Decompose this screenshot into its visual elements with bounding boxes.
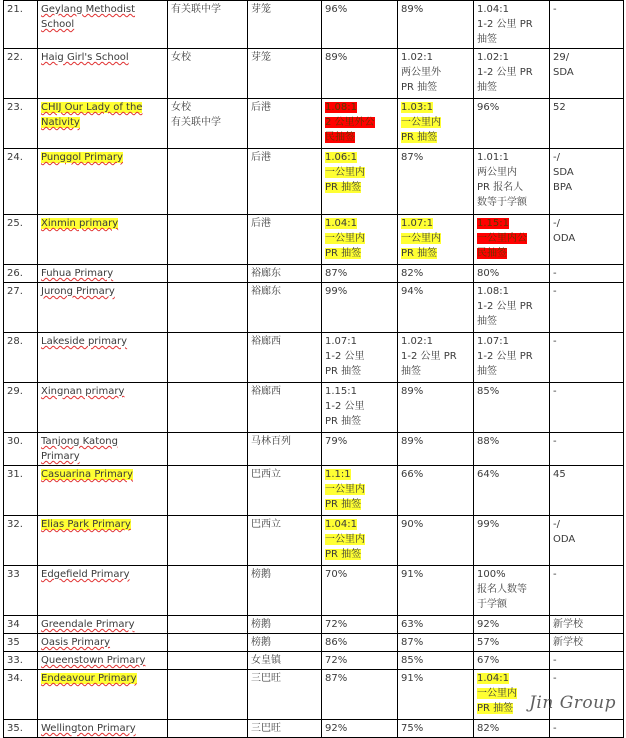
stat-col-1: 87% [325, 268, 348, 279]
table-row [4, 433, 624, 466]
stat-col-2: 89% [401, 386, 424, 397]
note: 52 [553, 102, 566, 113]
row-number: 24. [7, 152, 23, 163]
stat-col-3-cell [474, 215, 550, 265]
school-type-cell [168, 215, 248, 265]
area: 裕廊西 [251, 386, 281, 397]
school-name-cell [38, 616, 168, 634]
row-number: 33. [7, 655, 23, 666]
note-cell [550, 634, 624, 652]
school-name-cell [38, 433, 168, 466]
stat-col-2-cell [398, 516, 474, 566]
stat-col-2-cell [398, 383, 474, 433]
stat-col-1-cell [322, 149, 398, 215]
row-number-cell [4, 566, 38, 616]
area-cell [248, 383, 322, 433]
note-cell [550, 566, 624, 616]
stat-col-2: 63% [401, 619, 424, 630]
school-name: Greendale Primary [41, 619, 135, 630]
school-name: Tanjong Katong Primary [41, 436, 118, 462]
stat-col-1-cell [322, 265, 398, 283]
stat-col-1-cell [322, 99, 398, 149]
school-name: Xinmin primary [41, 218, 119, 229]
stat-col-2: 94% [401, 286, 424, 297]
stat-col-3-cell [474, 383, 550, 433]
stat-col-1: 86% [325, 637, 348, 648]
school-type: 女校 有关联中学 [171, 102, 221, 128]
area: 芽笼 [251, 4, 271, 15]
area: 女皇镇 [251, 655, 281, 666]
school-type-cell [168, 466, 248, 516]
stat-col-3: 80% [477, 268, 500, 279]
stat-col-1-cell [322, 433, 398, 466]
stat-col-1-cell [322, 566, 398, 616]
school-type-cell [168, 433, 248, 466]
school-name-cell [38, 149, 168, 215]
area: 榜鹅 [251, 569, 271, 580]
school-type-cell [168, 634, 248, 652]
area: 榜鹅 [251, 619, 271, 630]
row-number: 33 [7, 569, 20, 580]
row-number-cell [4, 149, 38, 215]
stat-col-2-cell [398, 652, 474, 670]
area: 后港 [251, 152, 271, 163]
note: -/ ODA [553, 218, 576, 244]
stat-col-1: 1.04:1 一公里内 PR 抽签 [325, 519, 365, 560]
school-type-cell [168, 49, 248, 99]
stat-col-1: 96% [325, 4, 348, 15]
row-number: 35. [7, 723, 23, 734]
stat-col-1-cell [322, 49, 398, 99]
school-table [3, 0, 624, 738]
table-row [4, 215, 624, 265]
stat-col-3: 1.02:1 1-2 公里 PR 抽签 [477, 52, 533, 93]
table-row [4, 265, 624, 283]
school-type-cell [168, 1, 248, 49]
row-number: 25. [7, 218, 23, 229]
area-cell [248, 652, 322, 670]
stat-col-3: 1.07:1 1-2 公里 PR 抽签 [477, 336, 533, 377]
stat-col-1: 1.1:1 一公里内 PR 抽签 [325, 469, 365, 510]
stat-col-1: 1.07:1 1-2 公里 PR 抽签 [325, 336, 365, 377]
stat-col-1-cell [322, 333, 398, 383]
row-number-cell [4, 720, 38, 738]
stat-col-2-cell [398, 433, 474, 466]
school-name: Endeavour Primary [41, 673, 137, 684]
school-name: Elias Park Primary [41, 519, 131, 530]
stat-col-1-cell [322, 670, 398, 720]
stat-col-3: 82% [477, 723, 500, 734]
area-cell [248, 333, 322, 383]
note: - [553, 673, 557, 684]
area-cell [248, 616, 322, 634]
row-number-cell [4, 333, 38, 383]
stat-col-1: 89% [325, 52, 348, 63]
stat-col-1: 72% [325, 619, 348, 630]
note: - [553, 569, 557, 580]
stat-col-1-cell [322, 720, 398, 738]
row-number: 35 [7, 637, 20, 648]
area-cell [248, 720, 322, 738]
stat-col-2-cell [398, 566, 474, 616]
stat-col-2: 82% [401, 268, 424, 279]
area: 马林百列 [251, 436, 291, 447]
stat-col-3: 1.08:1 1-2 公里 PR 抽签 [477, 286, 533, 327]
stat-col-2: 91% [401, 569, 424, 580]
stat-col-2: 91% [401, 673, 424, 684]
table-row [4, 383, 624, 433]
stat-col-3: 1.15:1 一公里内公 民抽签 [477, 218, 527, 259]
stat-col-1-cell [322, 634, 398, 652]
school-name: Punggol Primary [41, 152, 123, 163]
stat-col-3: 1.04:1 1-2 公里 PR 抽签 [477, 4, 533, 45]
note-cell [550, 333, 624, 383]
table-row [4, 652, 624, 670]
stat-col-1: 1.04:1 一公里内 PR 抽签 [325, 218, 365, 259]
row-number-cell [4, 652, 38, 670]
school-name-cell [38, 49, 168, 99]
school-name: Queenstown Primary [41, 655, 146, 666]
note-cell [550, 616, 624, 634]
note: - [553, 336, 557, 347]
stat-col-2-cell [398, 720, 474, 738]
row-number-cell [4, 283, 38, 333]
school-name-cell [38, 215, 168, 265]
row-number-cell [4, 516, 38, 566]
row-number-cell [4, 265, 38, 283]
row-number: 23. [7, 102, 23, 113]
stat-col-2: 1.03:1 一公里内 PR 抽签 [401, 102, 441, 143]
school-name: Xingnan primary [41, 386, 125, 397]
school-name-cell [38, 333, 168, 383]
note: -/ SDA BPA [553, 152, 574, 193]
stat-col-2: 87% [401, 637, 424, 648]
stat-col-2-cell [398, 616, 474, 634]
school-type-cell [168, 652, 248, 670]
note-cell [550, 99, 624, 149]
stat-col-2: 75% [401, 723, 424, 734]
table-row [4, 566, 624, 616]
note-cell [550, 149, 624, 215]
area: 裕廊东 [251, 268, 281, 279]
note-cell [550, 652, 624, 670]
stat-col-3: 67% [477, 655, 500, 666]
school-name-cell [38, 283, 168, 333]
area: 裕廊西 [251, 336, 281, 347]
note: - [553, 723, 557, 734]
note-cell [550, 466, 624, 516]
area-cell [248, 670, 322, 720]
stat-col-3: 99% [477, 519, 500, 530]
school-name: Haig Girl's School [41, 52, 129, 63]
table-row [4, 283, 624, 333]
area: 巴西立 [251, 469, 281, 480]
stat-col-3: 1.04:1 一公里内 PR 抽签 [477, 673, 517, 714]
school-name-cell [38, 99, 168, 149]
row-number-cell [4, 433, 38, 466]
school-type-cell [168, 516, 248, 566]
note: - [553, 386, 557, 397]
area-cell [248, 566, 322, 616]
stat-col-3: 96% [477, 102, 500, 113]
area-cell [248, 99, 322, 149]
note-cell [550, 1, 624, 49]
note-cell [550, 49, 624, 99]
area-cell [248, 49, 322, 99]
row-number: 32. [7, 519, 23, 530]
note: 29/ SDA [553, 52, 574, 78]
stat-col-3-cell [474, 720, 550, 738]
row-number-cell [4, 616, 38, 634]
school-name: Lakeside primary [41, 336, 128, 347]
school-type-cell [168, 383, 248, 433]
note-cell [550, 215, 624, 265]
note-cell [550, 720, 624, 738]
area: 榜鹅 [251, 637, 271, 648]
area-cell [248, 466, 322, 516]
stat-col-3: 1.01:1 两公里内 PR 报名人 数等于学额 [477, 152, 527, 208]
area-cell [248, 433, 322, 466]
stat-col-1: 72% [325, 655, 348, 666]
table-row [4, 333, 624, 383]
school-name-cell [38, 652, 168, 670]
stat-col-3-cell [474, 283, 550, 333]
stat-col-1-cell [322, 283, 398, 333]
stat-col-1: 1.15:1 1-2 公里 PR 抽签 [325, 386, 365, 427]
school-name: Edgefield Primary [41, 569, 130, 580]
stat-col-2-cell [398, 283, 474, 333]
note: -/ ODA [553, 519, 576, 545]
stat-col-1-cell [322, 516, 398, 566]
stat-col-2: 1.07:1 一公里内 PR 抽签 [401, 218, 441, 259]
row-number: 34. [7, 673, 23, 684]
school-name: Jurong Primary [41, 286, 115, 297]
row-number: 29. [7, 386, 23, 397]
area: 三巴旺 [251, 723, 281, 734]
school-name: CHIJ Our Lady of the Nativity [41, 102, 143, 128]
note-cell [550, 383, 624, 433]
stat-col-1: 79% [325, 436, 348, 447]
stat-col-3-cell [474, 1, 550, 49]
row-number: 27. [7, 286, 23, 297]
stat-col-1-cell [322, 215, 398, 265]
school-type-cell [168, 99, 248, 149]
row-number-cell [4, 215, 38, 265]
stat-col-3-cell [474, 265, 550, 283]
area-cell [248, 1, 322, 49]
note: - [553, 436, 557, 447]
table-row [4, 466, 624, 516]
stat-col-3-cell [474, 516, 550, 566]
stat-col-2: 1.02:1 1-2 公里 PR 抽签 [401, 336, 457, 377]
stat-col-3-cell [474, 149, 550, 215]
watermark-text: Jin Group [529, 693, 616, 713]
stat-col-3: 100% 报名人数等 于学额 [477, 569, 527, 610]
note: 新学校 [553, 619, 583, 630]
school-name-cell [38, 1, 168, 49]
school-name-cell [38, 466, 168, 516]
school-name-cell [38, 670, 168, 720]
note-cell [550, 516, 624, 566]
note: 新学校 [553, 637, 583, 648]
stat-col-3-cell [474, 616, 550, 634]
stat-col-2: 66% [401, 469, 424, 480]
stat-col-1: 70% [325, 569, 348, 580]
table-row [4, 49, 624, 99]
stat-col-1-cell [322, 652, 398, 670]
stat-col-1-cell [322, 466, 398, 516]
table-row [4, 720, 624, 738]
note-cell [550, 283, 624, 333]
area: 芽笼 [251, 52, 271, 63]
stat-col-2-cell [398, 149, 474, 215]
row-number: 26. [7, 268, 23, 279]
table-body [4, 1, 624, 738]
stat-col-3-cell [474, 566, 550, 616]
stat-col-1-cell [322, 616, 398, 634]
school-type-cell [168, 265, 248, 283]
school-name-cell [38, 516, 168, 566]
school-name: Fuhua Primary [41, 268, 114, 279]
area-cell [248, 149, 322, 215]
row-number-cell [4, 383, 38, 433]
row-number-cell [4, 49, 38, 99]
row-number: 21. [7, 4, 23, 15]
school-type-cell [168, 333, 248, 383]
row-number-cell [4, 670, 38, 720]
stat-col-3: 85% [477, 386, 500, 397]
stat-col-2: 90% [401, 519, 424, 530]
note: 45 [553, 469, 566, 480]
row-number-cell [4, 466, 38, 516]
school-type-cell [168, 283, 248, 333]
stat-col-2: 87% [401, 152, 424, 163]
stat-col-3-cell [474, 49, 550, 99]
row-number: 31. [7, 469, 23, 480]
school-name-cell [38, 383, 168, 433]
table-row [4, 634, 624, 652]
school-name: Wellington Primary [41, 723, 136, 734]
school-name-cell [38, 634, 168, 652]
stat-col-3-cell [474, 99, 550, 149]
stat-col-2-cell [398, 466, 474, 516]
school-name-cell [38, 566, 168, 616]
stat-col-2-cell [398, 670, 474, 720]
table-row [4, 1, 624, 49]
row-number: 30. [7, 436, 23, 447]
school-type-cell [168, 616, 248, 634]
table-row [4, 516, 624, 566]
stat-col-1: 92% [325, 723, 348, 734]
stat-col-1: 87% [325, 673, 348, 684]
school-type: 有关联中学 [171, 4, 221, 15]
school-name: Casuarina Primary [41, 469, 133, 480]
row-number-cell [4, 1, 38, 49]
school-name-cell [38, 720, 168, 738]
school-name-cell [38, 265, 168, 283]
school-type-cell [168, 670, 248, 720]
stat-col-3: 88% [477, 436, 500, 447]
stat-col-3: 64% [477, 469, 500, 480]
stat-col-2-cell [398, 1, 474, 49]
stat-col-2-cell [398, 265, 474, 283]
note: - [553, 286, 557, 297]
stat-col-3-cell [474, 652, 550, 670]
table-row [4, 149, 624, 215]
row-number: 28. [7, 336, 23, 347]
area: 巴西立 [251, 519, 281, 530]
row-number: 34 [7, 619, 20, 630]
stat-col-3: 57% [477, 637, 500, 648]
stat-col-2-cell [398, 49, 474, 99]
school-type-cell [168, 566, 248, 616]
table-row [4, 99, 624, 149]
stat-col-1: 99% [325, 286, 348, 297]
note: - [553, 268, 557, 279]
row-number-cell [4, 634, 38, 652]
area-cell [248, 215, 322, 265]
note: - [553, 655, 557, 666]
stat-col-3-cell [474, 634, 550, 652]
school-type-cell [168, 149, 248, 215]
stat-col-3-cell [474, 333, 550, 383]
area-cell [248, 516, 322, 566]
stat-col-2: 89% [401, 4, 424, 15]
stat-col-2-cell [398, 99, 474, 149]
note: - [553, 4, 557, 15]
note-cell [550, 265, 624, 283]
row-number-cell [4, 99, 38, 149]
table-row [4, 616, 624, 634]
area-cell [248, 283, 322, 333]
area: 后港 [251, 102, 271, 113]
stat-col-3-cell [474, 433, 550, 466]
stat-col-2: 1.02:1 两公里外 PR 抽签 [401, 52, 441, 93]
area-cell [248, 265, 322, 283]
stat-col-2: 85% [401, 655, 424, 666]
area: 裕廊东 [251, 286, 281, 297]
area: 后港 [251, 218, 271, 229]
stat-col-1: 1.08:1 2 公里外公 民抽签 [325, 102, 375, 143]
stat-col-3: 92% [477, 619, 500, 630]
school-name: Oasis Primary [41, 637, 111, 648]
stat-col-1-cell [322, 1, 398, 49]
stat-col-1: 1.06:1 一公里内 PR 抽签 [325, 152, 365, 193]
stat-col-3-cell [474, 466, 550, 516]
note-cell [550, 433, 624, 466]
stat-col-2-cell [398, 215, 474, 265]
school-name: Geylang Methodist School [41, 4, 136, 30]
area-cell [248, 634, 322, 652]
row-number: 22. [7, 52, 23, 63]
stat-col-2-cell [398, 634, 474, 652]
stat-col-2-cell [398, 333, 474, 383]
school-type-cell [168, 720, 248, 738]
stat-col-1-cell [322, 383, 398, 433]
stat-col-2: 89% [401, 436, 424, 447]
school-type: 女校 [171, 52, 191, 63]
area: 三巴旺 [251, 673, 281, 684]
